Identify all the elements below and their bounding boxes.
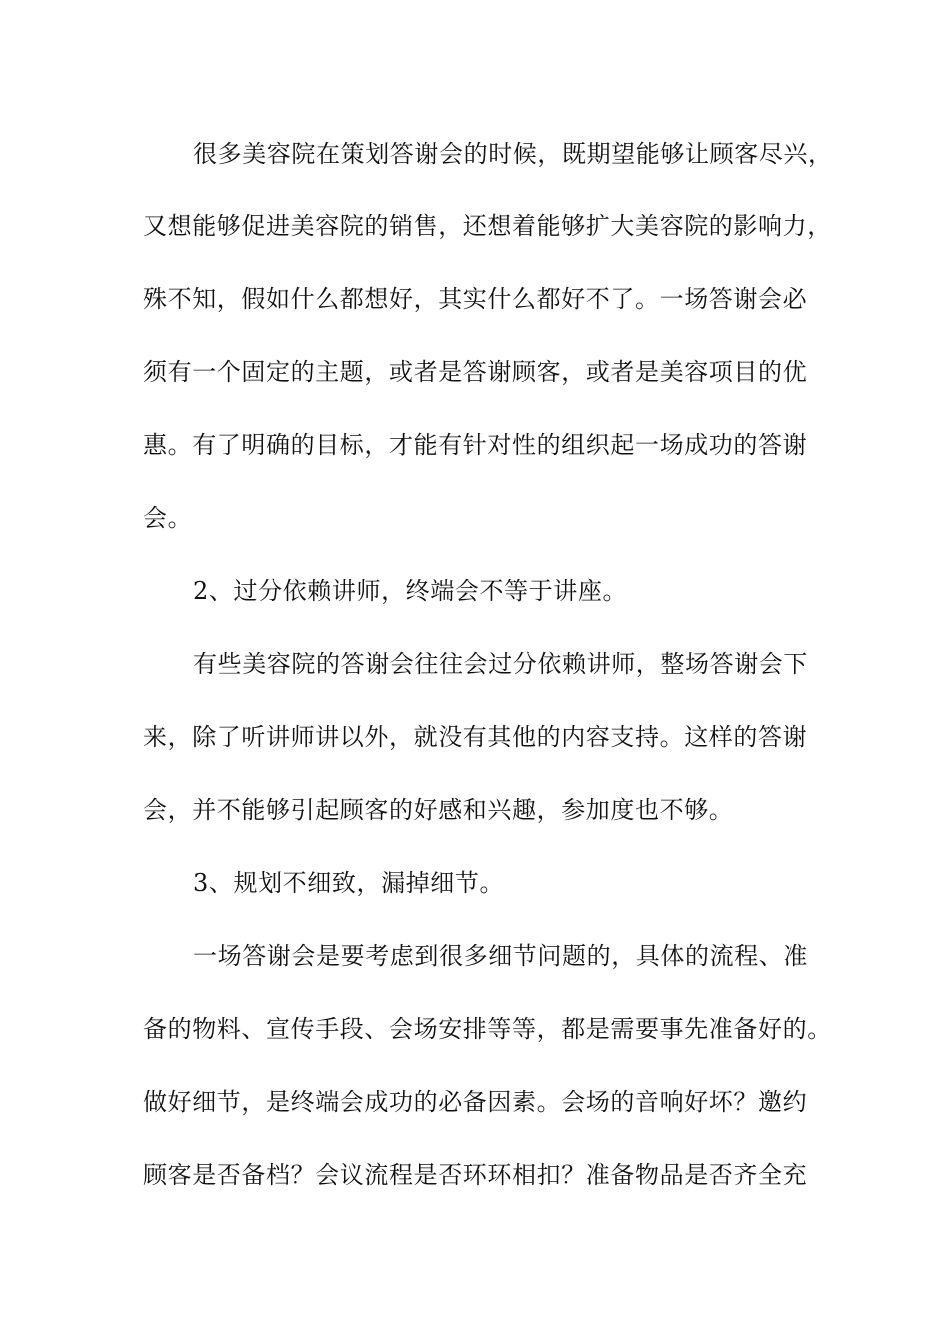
paragraph-3-line-3: 做好细节，是终端会成功的必备因素。会场的音响好坏？邀约: [143, 1088, 808, 1116]
paragraph-3-line-2: 备的物料、宣传手段、会场安排等等，都是需要事先准备好的。: [143, 1015, 832, 1043]
paragraph-1-line-6: 会。: [143, 504, 193, 532]
section-heading-2: 2、过分依赖讲师，终端会不等于讲座。: [193, 577, 628, 605]
paragraph-1-line-1: 很多美容院在策划答谢会的时候，既期望能够让顾客尽兴，: [193, 140, 833, 168]
paragraph-1-line-3: 殊不知，假如什么都想好，其实什么都好不了。一场答谢会必: [143, 285, 808, 313]
paragraph-1-line-2: 又想能够促进美容院的销售，还想着能够扩大美容院的影响力，: [143, 212, 832, 240]
section-heading-3: 3、规划不细致，漏掉细节。: [193, 869, 505, 897]
paragraph-2-line-3: 会，并不能够引起顾客的好感和兴趣，参加度也不够。: [143, 796, 734, 824]
paragraph-2-line-1: 有些美容院的答谢会往往会过分依赖讲师，整场答谢会下: [193, 650, 808, 678]
paragraph-2-line-2: 来，除了听讲师讲以外，就没有其他的内容支持。这样的答谢: [143, 723, 808, 751]
paragraph-3-line-4: 顾客是否备档？会议流程是否环环相扣？准备物品是否齐全充: [143, 1161, 808, 1189]
paragraph-3-line-1: 一场答谢会是要考虑到很多细节问题的，具体的流程、准: [193, 942, 808, 970]
paragraph-1-line-5: 惠。有了明确的目标，才能有针对性的组织起一场成功的答谢: [143, 431, 808, 459]
paragraph-1-line-4: 须有一个固定的主题，或者是答谢顾客，或者是美容项目的优: [143, 358, 808, 386]
